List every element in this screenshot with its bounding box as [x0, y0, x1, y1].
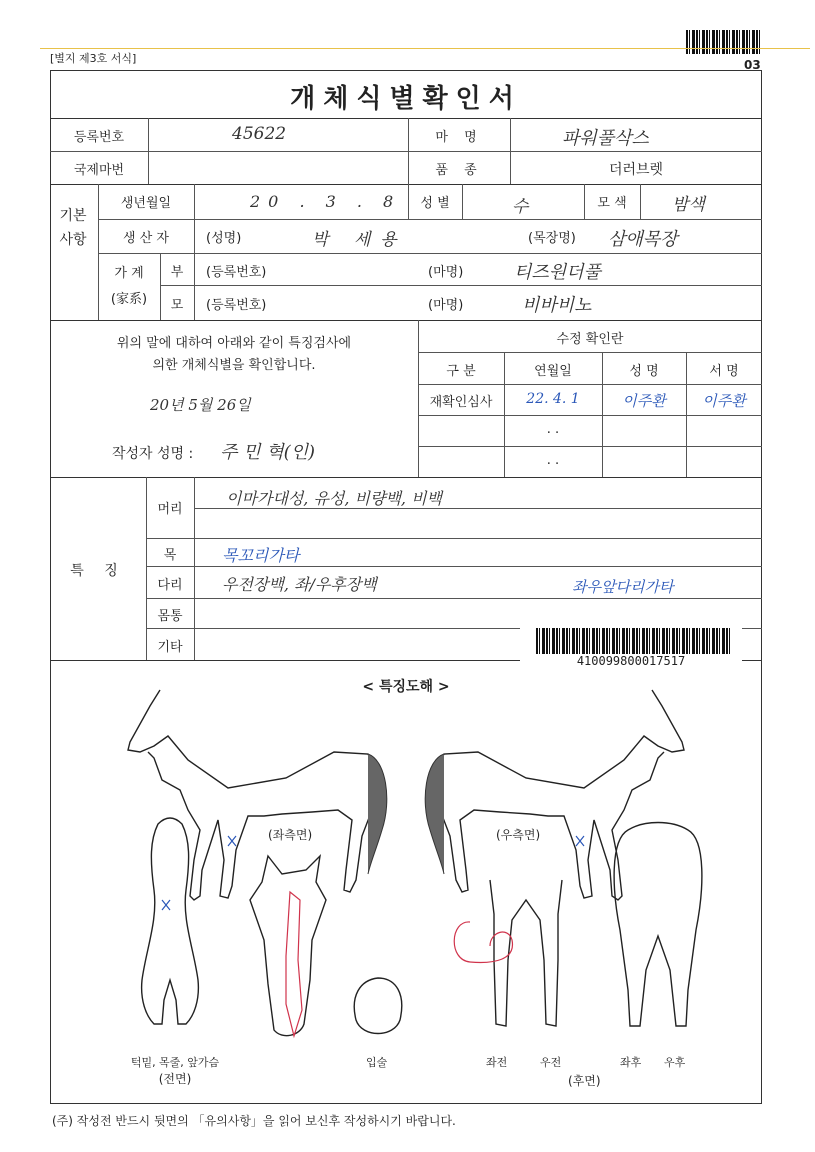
- author-label: 작성자 성명 :: [112, 446, 194, 462]
- front-legs-view: [490, 880, 562, 1026]
- birth-value: 20 . 3 . 8: [250, 192, 402, 211]
- line-v-color-b: [640, 184, 641, 219]
- color-label: 모 색: [597, 196, 627, 211]
- line-h11: [418, 446, 762, 447]
- basic-section-label: 기본사항: [59, 208, 87, 248]
- page-number: 03: [744, 58, 761, 72]
- producer-name-tag: (성명): [206, 231, 242, 246]
- line-h12: [50, 477, 762, 478]
- front-chest-view: [142, 818, 199, 1024]
- line-v-sex-b: [462, 184, 463, 219]
- horse-diagram: [50, 660, 762, 1104]
- producer-value: 박 세용: [312, 230, 407, 250]
- label-left-side: (좌측면): [268, 828, 313, 842]
- sire-horse-tag: (마명): [428, 265, 464, 280]
- intl-no-label: 국제마번: [73, 163, 125, 178]
- revision-row3-date: . .: [546, 453, 560, 468]
- face-front-view: [250, 856, 326, 1036]
- farm-value: 삼애목장: [608, 229, 678, 250]
- feature-head-label: 머리: [157, 502, 183, 517]
- line-h8: [418, 352, 762, 353]
- blue-mark-right: [576, 836, 584, 846]
- line-h10: [418, 415, 762, 416]
- revision-row1-category: 재확인심사: [429, 395, 493, 410]
- horse-name-value: 파워풀삭스: [562, 128, 649, 149]
- label-right-side: (우측면): [496, 828, 541, 842]
- revision-row2-date: . .: [546, 422, 560, 437]
- sex-label: 성 별: [420, 196, 450, 211]
- line-h2: [50, 151, 762, 152]
- revision-row1-date: 22. 4. 1: [526, 391, 580, 407]
- red-loop-mark: [454, 922, 512, 963]
- confirm-date: 20년 5월 26일: [150, 396, 251, 414]
- line-h4: [98, 219, 762, 220]
- line-h9: [418, 384, 762, 385]
- top-barcode: [686, 30, 762, 54]
- blue-mark-neck: [162, 900, 170, 910]
- reg-no-value: 45622: [232, 124, 287, 144]
- blaze-mark: [286, 892, 302, 1036]
- dam-reg-tag: (등록번호): [206, 298, 267, 313]
- feature-other-label: 기타: [157, 640, 183, 655]
- revision-col-category: 구 분: [446, 364, 476, 379]
- feature-legs-value-blue: 좌우앞다리가타: [572, 578, 674, 596]
- form-label: [별지 제3호 서식]: [50, 52, 137, 65]
- birth-label: 생년월일: [120, 196, 172, 211]
- breed-value: 더러브렛: [608, 162, 664, 178]
- horse-name-label: 마 명: [435, 130, 483, 145]
- blue-mark-left: [228, 836, 236, 846]
- features-section-label: 특 징: [70, 563, 126, 579]
- line-h5: [98, 253, 762, 254]
- breed-label: 품 종: [435, 163, 483, 178]
- left-side-horse: [128, 690, 382, 900]
- right-side-tail: [425, 754, 444, 874]
- sire-label: 부: [170, 265, 184, 280]
- label-lips: 입술: [366, 1056, 388, 1069]
- statement-line1: 위의 말에 대하여 아래와 같이 특징검사에: [116, 336, 352, 351]
- top-rule: [40, 48, 810, 49]
- line-v-feat-b: [194, 477, 195, 660]
- barcode-number: 410099800017517: [576, 654, 686, 668]
- line-h15: [146, 566, 762, 567]
- color-value: 밤색: [672, 195, 705, 215]
- right-side-horse: [430, 690, 684, 900]
- lips-view: [354, 978, 401, 1034]
- line-h14: [146, 538, 762, 539]
- revision-col-date: 연월일: [534, 364, 572, 379]
- revision-col-signature: 서 명: [709, 364, 739, 379]
- feature-legs-value: 우전장백, 좌/우후장백: [222, 575, 377, 594]
- feature-legs-label: 다리: [157, 578, 183, 593]
- sire-reg-tag: (등록번호): [206, 265, 267, 280]
- feature-neck-value: 목꼬리가타: [222, 546, 300, 565]
- dam-value: 비바비노: [522, 295, 592, 316]
- reg-no-label: 등록번호: [73, 130, 125, 145]
- sire-value: 티즈원더풀: [514, 262, 601, 283]
- revision-col-name: 성 명: [629, 364, 659, 379]
- label-rear-caption: (후면): [568, 1074, 601, 1088]
- pedigree-hanja: (家系): [110, 292, 148, 307]
- dam-label: 모: [170, 298, 184, 313]
- statement-line2: 의한 개체식별을 확인합니다.: [152, 358, 316, 373]
- dam-horse-tag: (마명): [428, 298, 464, 313]
- rear-view: [614, 823, 702, 1027]
- label-rear-right: 우후: [664, 1056, 686, 1069]
- revision-title: 수정 확인란: [556, 332, 624, 347]
- footer-note: (주) 작성전 반드시 뒷면의 「유의사항」을 읽어 보신후 작성하시기 바랍니다.: [52, 1114, 456, 1128]
- line-v-basic-d: [194, 253, 195, 320]
- revision-row1-name: 이주환: [622, 392, 666, 410]
- line-h3: [50, 184, 762, 185]
- farm-tag: (목장명): [528, 231, 576, 246]
- feature-body-label: 몸통: [157, 609, 183, 624]
- barcode-bars: [536, 628, 732, 654]
- label-rear-left: 좌후: [620, 1056, 642, 1069]
- diagram-title: < 특징도해 >: [362, 679, 450, 695]
- sex-value: 수: [512, 197, 529, 217]
- label-front-right: 우전: [540, 1056, 562, 1069]
- pedigree-label: 가 계: [114, 266, 144, 281]
- left-side-tail: [368, 754, 387, 874]
- producer-label: 생 산 자: [123, 231, 169, 246]
- line-h7: [50, 320, 762, 321]
- feature-head-value: 이마가대성, 유성, 비량백, 비백: [226, 489, 442, 508]
- feature-neck-label: 목: [163, 548, 177, 563]
- label-front-left: 좌전: [486, 1056, 508, 1069]
- revision-row1-signature: 이주환: [702, 392, 746, 410]
- line-h6: [160, 285, 762, 286]
- line-h16: [146, 598, 762, 599]
- form-title: 개체식별확인서: [290, 84, 522, 114]
- line-v-basic-b: [194, 184, 195, 254]
- line-v-reg-a: [148, 118, 149, 184]
- label-front-caption1: 턱밑, 목줄, 앞가슴: [130, 1056, 220, 1069]
- label-front-caption2: (전면): [158, 1072, 192, 1086]
- author-value: 주 민 혁(인): [220, 442, 316, 463]
- line-h1: [50, 118, 762, 119]
